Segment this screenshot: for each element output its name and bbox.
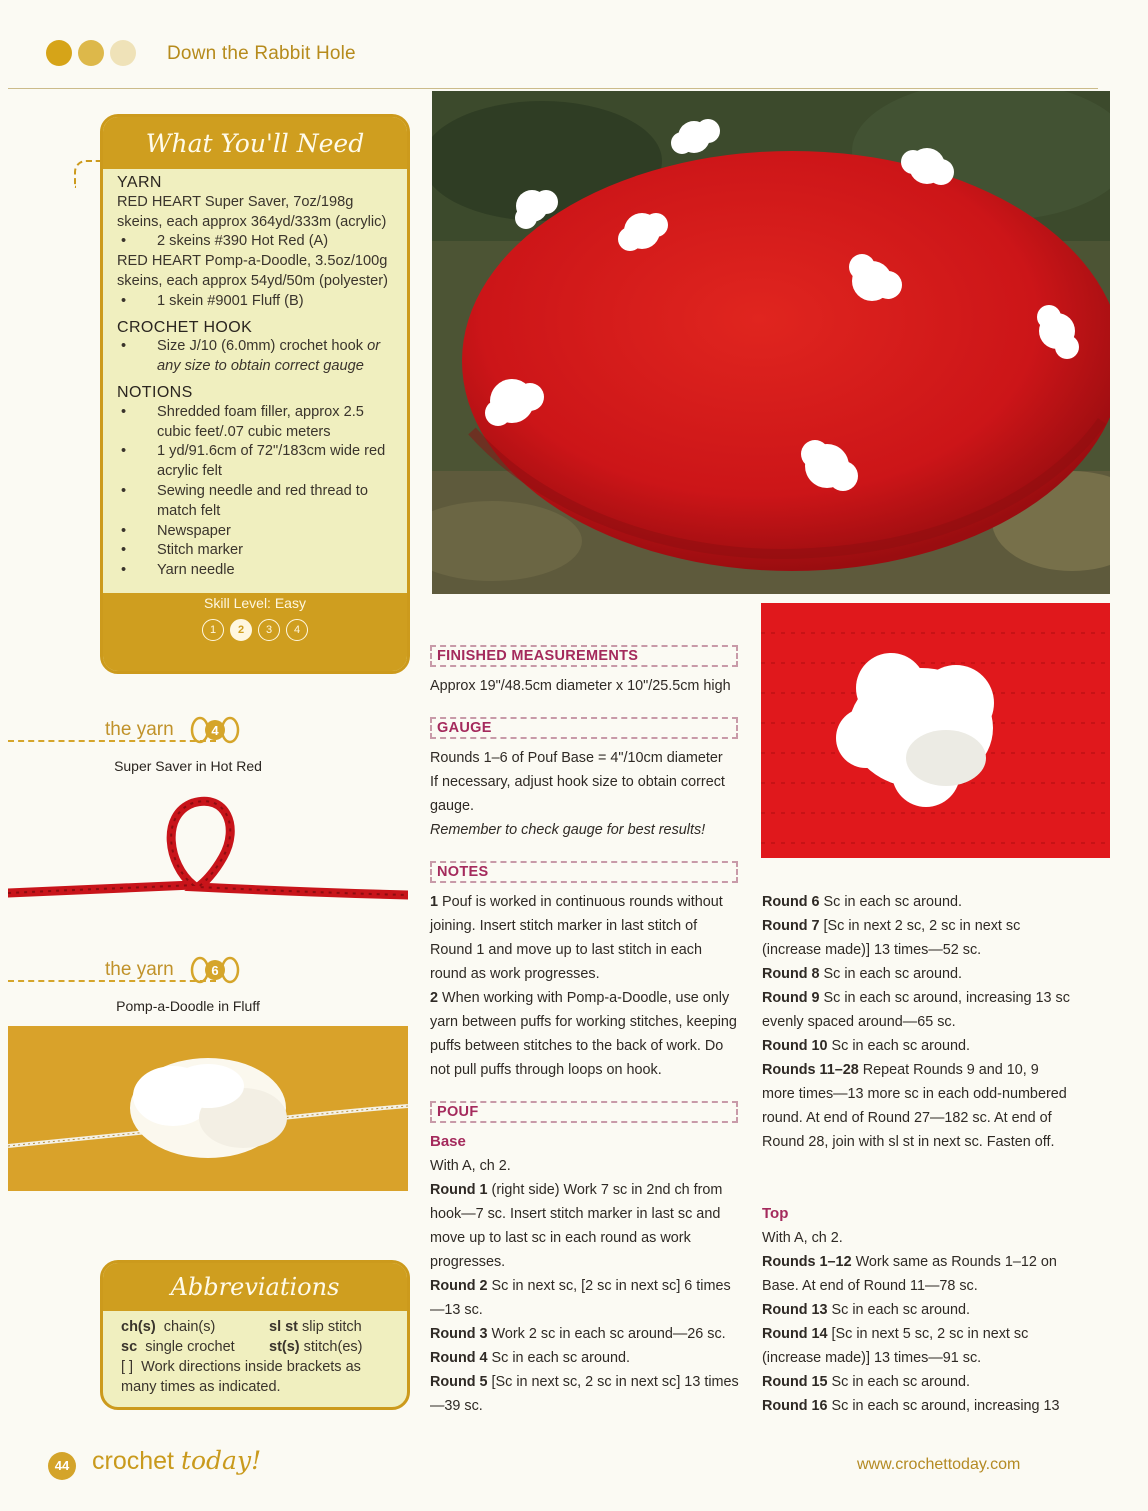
fluff-yarn-image	[8, 1026, 408, 1191]
skill-circle: 1	[202, 619, 224, 641]
puff-closeup-illustration	[761, 603, 1110, 858]
round-item	[762, 1322, 1072, 1370]
round-item	[762, 986, 1072, 1034]
notion-item	[117, 442, 392, 482]
website-url: www.crochettoday.com	[857, 1456, 1021, 1473]
header-dot	[78, 40, 104, 66]
yarn-weight-number: 6	[211, 963, 219, 978]
note-item	[430, 890, 740, 986]
note-item	[430, 986, 740, 1082]
notion-text: 1 yd/91.6cm of 72"/183cm wide red acrylic felt	[157, 443, 386, 480]
round-item	[430, 1322, 742, 1346]
round-text: Sc in each sc around, increasing 13	[827, 1398, 1060, 1414]
header-dot	[46, 40, 72, 66]
yarn-line: skeins, each approx 364yd/333m (acrylic)	[117, 213, 387, 230]
bullet-text: 1 skein #9001 Fluff (B)	[157, 292, 304, 309]
abbr-key: sc	[121, 1339, 138, 1355]
pouf-photo	[432, 91, 1110, 594]
round-text: Sc in each sc around.	[827, 1302, 970, 1318]
note-text: Pouf is worked in continuous rounds without joining. Insert stitch marker in last stitch of Round 1 and move up to last stitch in each round as work progresses.	[430, 894, 723, 982]
finished-measurements-text: Approx 19"/48.5cm diameter x 10"/25.5cm high	[430, 678, 731, 694]
note-number: 2	[430, 990, 439, 1006]
abbr-key: st(s)	[269, 1339, 300, 1355]
abbreviation-row	[121, 1317, 391, 1337]
round-label: Rounds 11–28	[762, 1062, 859, 1078]
round-item	[430, 1346, 742, 1370]
need-box-title: What You'll Need	[145, 128, 365, 158]
round-item	[430, 1370, 742, 1418]
skill-circle-selected: 2	[230, 619, 252, 641]
abbr-key: ch(s)	[121, 1319, 156, 1335]
round-item	[430, 1274, 742, 1322]
yarn-description: Super Saver in Hot Red	[114, 758, 262, 774]
notion-item	[117, 561, 392, 581]
header-dot	[110, 40, 136, 66]
notion-item	[117, 482, 392, 522]
skill-level-label: Skill Level: Easy	[204, 595, 306, 611]
hook-italic: or any size to obtain correct gauge	[157, 338, 381, 375]
round-text: Sc in each sc around.	[819, 966, 962, 982]
base-intro: With A, ch 2.	[430, 1158, 511, 1174]
gauge-line: Rounds 1–6 of Pouf Base = 4"/10cm diameter	[430, 750, 723, 766]
round-item	[762, 1298, 1072, 1322]
round-label: Round 15	[762, 1374, 828, 1390]
pouf-top-text	[762, 1202, 1072, 1418]
round-item	[762, 1034, 1072, 1058]
abbr-key: [ ]	[121, 1359, 134, 1375]
round-text: [Sc in next 2 sc, 2 sc in next sc (increase made)] 13 times—52 sc.	[762, 918, 1021, 958]
pouf-heading: POUF	[430, 1101, 738, 1123]
skill-circle: 4	[286, 619, 308, 641]
section-title: Down the Rabbit Hole	[167, 43, 356, 64]
round-item	[762, 1250, 1072, 1298]
round-label: Round 6	[762, 894, 820, 910]
top-heading: Top	[762, 1205, 789, 1222]
bullet-text: 2 skeins #390 Hot Red (A)	[157, 233, 329, 250]
pouf-base-text	[430, 1130, 742, 1418]
abbr-value: chain(s)	[163, 1319, 216, 1335]
abbreviations-header	[103, 1263, 407, 1311]
round-text: Repeat Rounds 9 and 10, 9 more times—13 more sc in each odd-numbered round. At end of Round 27—182 sc. At end of Round 28, join with sl st in next sc. Fasten off.	[762, 1062, 1067, 1150]
round-item	[762, 890, 1072, 914]
pouf-base-continued	[762, 890, 1072, 1154]
yarn-label: the yarn	[105, 959, 174, 980]
bullet: •	[121, 522, 127, 539]
round-label: Round 16	[762, 1398, 828, 1414]
header-dots	[46, 40, 136, 66]
round-label: Round 3	[430, 1326, 488, 1342]
round-text: Sc in each sc around, increasing 13 sc evenly spaced around—65 sc.	[762, 990, 1070, 1030]
skill-level-band	[103, 593, 407, 671]
yarn-label: the yarn	[105, 719, 174, 740]
round-text: Sc in each sc around.	[827, 1038, 970, 1054]
round-text: [Sc in next 5 sc, 2 sc in next sc (increase made)] 13 times—91 sc.	[762, 1326, 1029, 1366]
round-label: Round 14	[762, 1326, 828, 1342]
notion-text: Newspaper	[157, 522, 231, 539]
abbr-value: single crochet	[145, 1339, 235, 1355]
round-text: Sc in each sc around.	[827, 1374, 970, 1390]
round-item	[762, 962, 1072, 986]
abbreviations-title: Abbreviations	[170, 1273, 340, 1301]
yarn-line: RED HEART Super Saver, 7oz/198g	[117, 193, 354, 210]
skill-circle: 3	[258, 619, 280, 641]
hook-heading: CROCHET HOOK	[117, 318, 253, 336]
round-label: Round 7	[762, 918, 820, 934]
page-number: 44	[48, 1452, 76, 1480]
notion-text: Stitch marker	[157, 542, 243, 559]
magazine-brand	[92, 1446, 261, 1476]
round-label: Round 1	[430, 1182, 488, 1198]
round-item	[762, 1370, 1072, 1394]
abbreviations-box	[100, 1260, 410, 1410]
gauge-text	[430, 746, 740, 842]
note-text: When working with Pomp-a-Doodle, use only yarn between puffs for working stitches, keeping puffs between stitches to the back of work. Do not pull puffs through loops on hook.	[430, 990, 737, 1078]
round-item	[430, 1178, 742, 1274]
hook-text: Size J/10 (6.0mm) crochet hook	[157, 338, 364, 355]
notion-text: Sewing needle and red thread to match felt	[157, 482, 368, 519]
bullet: •	[121, 233, 127, 250]
round-text: Sc in next sc, [2 sc in next sc] 6 times—13 sc.	[430, 1278, 731, 1318]
round-text: Sc in each sc around.	[819, 894, 962, 910]
notes-heading: NOTES	[430, 861, 738, 883]
yarn-weight-icon	[190, 716, 240, 744]
round-text: [Sc in next sc, 2 sc in next sc] 13 times—39 sc.	[430, 1374, 739, 1414]
need-box-header	[103, 117, 407, 169]
notion-item	[117, 522, 392, 542]
round-label: Round 2	[430, 1278, 488, 1294]
round-item	[762, 1058, 1072, 1154]
yarn-line: RED HEART Pomp-a-Doodle, 3.5oz/100g	[117, 253, 388, 270]
yarn-bullet	[117, 292, 392, 312]
base-heading: Base	[430, 1133, 466, 1150]
yarn-bullet	[117, 232, 392, 252]
notes-text	[430, 890, 740, 1082]
abbr-value: slip stitch	[302, 1319, 362, 1335]
round-label: Round 10	[762, 1038, 828, 1054]
round-item	[762, 1394, 1072, 1418]
red-yarn-image	[8, 785, 408, 915]
mushroom-pouf-illustration	[432, 91, 1110, 594]
notion-text: Yarn needle	[157, 562, 235, 579]
bullet: •	[121, 562, 127, 579]
round-label: Round 4	[430, 1350, 488, 1366]
gauge-line: If necessary, adjust hook size to obtain correct gauge.	[430, 774, 725, 814]
yarn-description: Pomp-a-Doodle in Fluff	[116, 998, 260, 1014]
round-text: Work same as Rounds 1–12 on Base. At end of Round 11—78 sc.	[762, 1254, 1057, 1294]
abbreviation-row	[121, 1357, 391, 1397]
yarn-weight-number: 4	[211, 723, 219, 738]
abbr-value: Work directions inside brackets as many times as indicated.	[121, 1359, 361, 1395]
yarn-weight-icon	[190, 956, 240, 984]
hook-bullet	[117, 337, 392, 377]
notion-item	[117, 403, 392, 443]
yarn-line: skeins, each approx 54yd/50m (polyester)	[117, 272, 388, 289]
brand-name: crochet	[92, 1447, 174, 1475]
puff-detail-photo	[761, 603, 1110, 858]
skill-level-circles	[103, 619, 407, 641]
need-box-body	[117, 171, 392, 581]
round-text: Work 2 sc in each sc around—26 sc.	[487, 1326, 726, 1342]
brand-name-italic: today!	[180, 1446, 262, 1475]
abbreviation-row	[121, 1337, 391, 1357]
notions-heading: NOTIONS	[117, 383, 193, 401]
abbr-value: stitch(es)	[303, 1339, 363, 1355]
gauge-heading: GAUGE	[430, 717, 738, 739]
bullet: •	[121, 403, 127, 420]
notion-item	[117, 541, 392, 561]
bullet: •	[121, 443, 127, 460]
yarn-heading: YARN	[117, 174, 162, 191]
finished-measurements-heading: FINISHED MEASUREMENTS	[430, 645, 738, 667]
fluff-yarn-illustration	[8, 1026, 408, 1191]
round-text: (right side) Work 7 sc in 2nd ch from hook—7 sc. Insert stitch marker in last sc and move up to last sc in each round as work progresses.	[430, 1182, 723, 1270]
round-label: Round 9	[762, 990, 820, 1006]
abbreviations-body	[121, 1317, 391, 1397]
header-rule	[8, 88, 1098, 89]
bullet: •	[121, 542, 127, 559]
bullet: •	[121, 292, 127, 309]
round-label: Rounds 1–12	[762, 1254, 852, 1270]
what-youll-need-box	[100, 114, 410, 674]
note-number: 1	[430, 894, 439, 910]
abbr-key: sl st	[269, 1319, 299, 1335]
bullet: •	[121, 338, 127, 355]
round-label: Round 8	[762, 966, 820, 982]
top-intro: With A, ch 2.	[762, 1230, 843, 1246]
gauge-reminder: Remember to check gauge for best results!	[430, 822, 706, 838]
round-item	[762, 914, 1072, 962]
round-label: Round 13	[762, 1302, 828, 1318]
bullet: •	[121, 482, 127, 499]
round-text: Sc in each sc around.	[487, 1350, 630, 1366]
notion-text: Shredded foam filler, approx 2.5 cubic feet/.07 cubic meters	[157, 403, 364, 440]
round-label: Round 5	[430, 1374, 488, 1390]
